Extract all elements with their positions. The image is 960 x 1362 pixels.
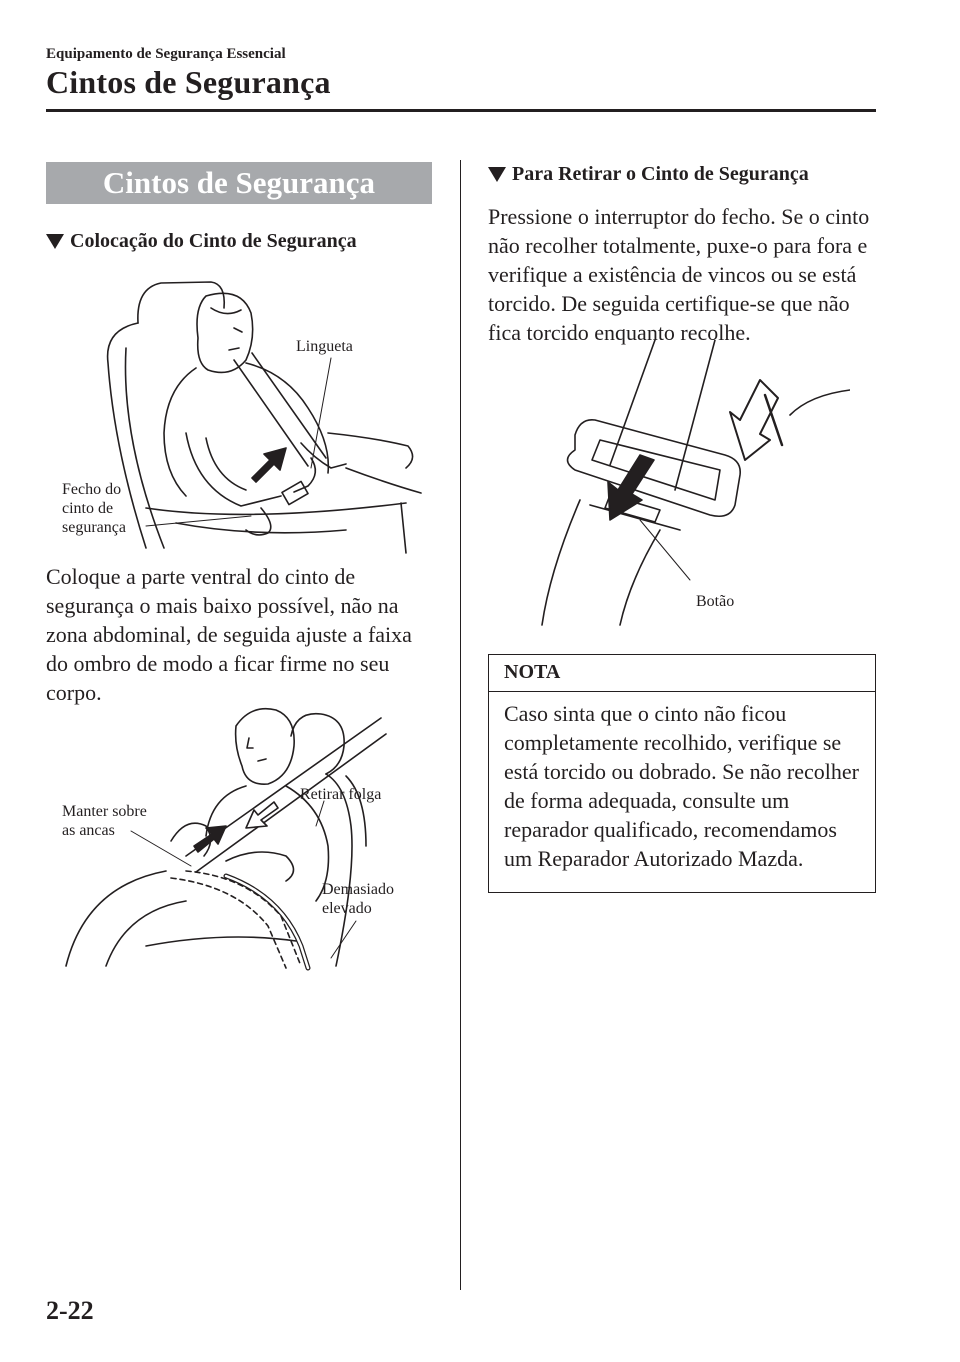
triangle-bullet-icon — [46, 234, 64, 249]
header-rule — [46, 109, 876, 112]
arrow-icon — [194, 826, 226, 852]
section-kicker: Equipamento de Segurança Essencial — [46, 46, 286, 62]
note-title: NOTA — [504, 661, 561, 683]
triangle-bullet-icon — [488, 167, 506, 182]
label-too-high-line-1: Demasiado — [322, 881, 394, 898]
label-buckle-line-2: cinto de — [62, 500, 114, 517]
arrow-icon — [252, 448, 286, 482]
label-too-high-line-2: elevado — [322, 900, 372, 917]
label-button: Botão — [696, 593, 735, 610]
label-too-high — [322, 880, 394, 918]
subheading-fasten-text: Colocação do Cinto de Segurança — [70, 230, 357, 252]
label-buckle-line-1: Fecho do — [62, 481, 122, 498]
label-hips — [62, 802, 147, 840]
label-hips-line-1: Manter sobre — [62, 803, 147, 820]
page-number: 2-22 — [46, 1296, 94, 1325]
label-remove-slack: Retirar folga — [300, 786, 382, 803]
paragraph-fasten: Coloque a parte ventral do cinto de segurança o mais baixo possível, não na zona abdominal, de seguida ajuste a faixa do ombro de modo a ficar firme no seu corpo. — [46, 564, 412, 705]
figure-release-button — [520, 340, 850, 630]
note-box — [488, 654, 876, 893]
label-buckle-line-3: segurança — [62, 519, 126, 536]
label-tongue: Lingueta — [296, 338, 353, 355]
section-banner: Cintos de Segurança — [46, 162, 432, 204]
label-hips-line-2: as ancas — [62, 822, 115, 839]
label-buckle — [62, 480, 126, 537]
chapter-title: Cintos de Segurança — [46, 64, 331, 100]
subheading-unfasten-text: Para Retirar o Cinto de Segurança — [512, 163, 809, 185]
arrow-icon — [608, 455, 654, 520]
column-divider — [460, 160, 461, 1290]
paragraph-unfasten: Pressione o interruptor do fecho. Se o cinto não recolher totalmente, puxe-o para fora e verifique a existência de vincos ou se está torcido. De seguida certifique-se que não fica torcido enquanto recolhe. — [488, 204, 870, 345]
subheading-unfasten — [488, 163, 809, 186]
subheading-fasten — [46, 230, 357, 253]
note-text: Caso sinta que o cinto não ficou completamente recolhido, verifique se está torcido ou dobrado. Se não recolher de forma adequada, consulte um reparador qualificado, recomendamos um Reparador Autorizado Mazda. — [504, 701, 859, 871]
note-header — [489, 655, 875, 692]
